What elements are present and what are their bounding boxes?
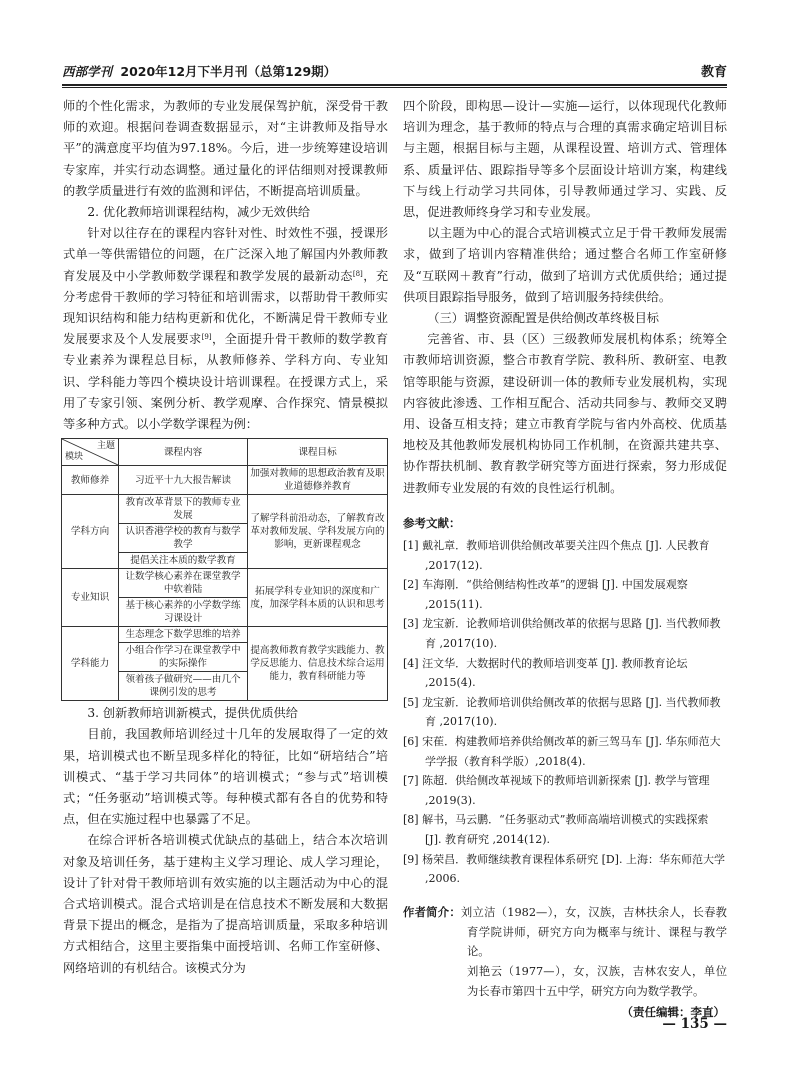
table-row [62,466,388,495]
reference-item: [4] 汪文华．大数据时代的教师培训变革 [J]. 教师教育论坛 ,2015(4). [403,656,688,690]
paragraph [63,223,388,435]
content-cell: 领着孩子做研究——由几个课例引发的思考 [119,672,248,701]
content-cell: 习近平十九大报告解读 [119,466,248,495]
text-run: ，全面提升骨干教师的数学教育专业素养为课程总目标，从教师修养、学科方向、专业知识、学科能力等四个模块设计培训课程。在授课方式上，采用了专家引领、案例分析、教学观摩、合作探究、情景模拟等多种方式。以小学数学课程为例： [63,332,389,432]
reference-item: [5] 龙宝新．论教师培训供给侧改革的依据与思路 [J]. 当代教师教育 ,2017(10). [403,695,721,729]
citation: [8] [352,269,363,278]
author-entry: 刘艳云（1977—），女，汉族，吉林农安人，单位为长春市第四十五中学，研究方向为数学教学。 [467,965,727,998]
goal-cell: 了解学科前沿动态，了解教育改革对教师发展、学科发展方向的影响，更新课程观念 [248,495,388,569]
column-header: 课程内容 [119,439,248,466]
responsible-editor: （责任编辑：李直） [621,1004,725,1019]
reference-item: [9] 杨荣昌．教师继续教育课程体系研究 [D]. 上海：华东师范大学 ,2006. [403,852,725,886]
content-cell: 提倡关注本质的数学教育 [119,553,248,569]
section-name: 教育 [700,65,727,80]
right-column [403,96,727,1023]
header-rule-thick [62,84,727,86]
table-row [62,495,388,524]
running-header [62,60,727,82]
reference-item: [3] 龙宝新．论教师培训供给侧改革的依据与思路 [J]. 当代教师教育 ,2017(10). [403,617,721,651]
paragraph: 以主题为中心的混合式培训模式立足于骨干教师发展需求，做到了培训内容精准供给；通过整合名师工作室研修及“互联网＋教育”行动，做到了培训方式优质供给；通过提供项目跟踪指导服务，做到了培训服务持续供给。 [403,226,727,304]
goal-cell: 加强对教师的思想政治教育及职业道德修养教育 [248,466,388,495]
subheading: （三）调整资源配置是供给侧改革终极目标 [427,311,659,326]
references-heading: 参考文献： [403,515,461,530]
module-cell: 专业知识 [62,569,119,627]
reference-item: [7] 陈超．供给侧改革视域下的教师培训新探索 [J]. 教学与管理 ,2019(3). [403,774,710,807]
content-cell: 认识香港学校的教育与数学教学 [119,524,248,553]
corner-label-bottom: 模块 [65,452,84,463]
header-rule-thin [62,87,727,88]
subheading: 3. 创新教师培训新模式，提供优质供给 [87,706,298,721]
paragraph: 师的个性化需求，为教师的专业发展保驾护航，深受骨干教师的欢迎。根据问卷调查数据显示，对“主讲教师及指导水平”的满意度平均值为97.18%。今后，进一步统筹建设培训专家库，并实行动态调整。通过量化的评估细则对授课教师的教学质量进行有效的监测和评估，不断提高培训质量。 [63,99,388,198]
table-header-row [62,439,388,466]
journal-issue: 2020年12月下半月刊（总第129期） [120,64,337,79]
citation: [9] [201,333,212,342]
content-cell: 生态理念下数学思维的培养 [119,627,248,643]
module-cell: 学科能力 [62,627,119,701]
paragraph: 在综合评析各培训模式优缺点的基础上，结合本次培训对象及培训任务，基于建构主义学习理论、成人学习理论，设计了针对骨干教师培训有效实施的以主题活动为中心的混合式培训模式。混合式培训是在信息技术不断发展和大数据背景下提出的概念，是指为了提高培训质量，采取多种培训方式相结合，这里主要指集中面授培训、名师工作室研修、网络培训的有机结合。该模式分为 [63,833,388,975]
reference-item: [6] 宋萑．构建教师培养供给侧改革的新三驾马车 [J]. 华东师范大学学报（教育科学版）,2018(4). [403,735,721,768]
content-cell: 小组合作学习在课堂教学中的实际操作 [119,643,248,672]
goal-cell: 提高教师教育教学实践能力、教学反思能力、信息技术综合运用能力，教育科研能力等 [248,627,388,701]
journal-name: 西部学刊 [62,64,113,79]
paragraph: 完善省、市、县（区）三级教师发展机构体系；统筹全市教师培训资源，整合市教育学院、教科所、教研室、电教馆等职能与资源，建设研训一体的教师专业发展机构，实现内容彼此渗透、工作相互配合、活动共同参与、教师交叉聘用、设备互相支持；建立市教育学院与省内外高校、优质基地校及其他教师发展机构协同工作机制，在资源共建共享、协作帮扶机制、教育教学研究等方面进行探索，努力形成促进教师专业发展的有效的良性运行机制。 [403,332,727,495]
text-run: ，充分考虑骨干教师的学习特征和培训需求，以帮助骨干教师实现知识结构和能力结构更新和优化，不断满足骨干教师专业发展要求及个人发展要求 [63,268,389,347]
subheading: 2. 优化教师培训课程结构，减少无效供给 [87,205,311,220]
author-label: 作者简介： [403,905,461,919]
author-info [403,903,727,1002]
header-journal-info [62,62,336,80]
left-column [63,96,388,979]
module-cell: 学科方向 [62,495,119,569]
content-cell: 教育改革背景下的教师专业发展 [119,495,248,524]
table-corner-cell [62,439,119,466]
table-row [62,569,388,598]
curriculum-table [61,438,388,701]
text-run: 针对以往存在的课程内容针对性、时效性不强，授课形式单一等供需错位的问题，在广泛深入地了解国内外教师教育发展及中小学教师数学课程和教学发展的最新动态 [63,226,388,283]
reference-item: [8] 解书，马云鹏．“任务驱动式”教师高端培训模式的实践探索 [J]. 教育研究 ,2014(12). [403,813,709,846]
author-entry [403,903,727,962]
reference-item: [1] 戴礼章．教师培训供给侧改革要关注四个焦点 [J]. 人民教育 ,2017(12). [403,539,710,572]
content-cell: 让数学核心素养在课堂教学中软着陆 [119,569,248,598]
table-row [62,627,388,643]
corner-label-top: 主题 [96,441,115,452]
paragraph: 目前，我国教师培训经过十几年的发展取得了一定的效果，培训模式也不断呈现多样化的特征，比如“研培结合”培训模式、“基于学习共同体”的培训模式；“参与式”培训模式；“任务驱动”培训模式等。每种模式都有各自的优势和特点，但在实施过程中也暴露了不足。 [63,727,388,827]
module-cell: 教师修养 [62,466,119,495]
references-list [403,536,727,889]
column-header: 课程目标 [248,439,388,466]
content-cell: 基于核心素养的小学数学练习课设计 [119,598,248,627]
reference-item: [2] 车海刚．“供给侧结构性改革”的逻辑 [J]. 中国发展观察 ,2015(11). [403,578,688,611]
page-number: — 135 — [662,1016,727,1032]
paragraph: 四个阶段，即构思—设计—实施—运行，以体现现代化教师培训为理念，基于教师的特点与合理的真需求确定培训目标与主题，根据目标与主题，从课程设置、培训方式、管理体系、质量评估、跟踪指导等多个层面设计培训方案，构建线下与线上行动学习共同体，引导教师通过学习、实践、反思，促进教师终身学习和专业发展。 [403,99,727,220]
goal-cell: 拓展学科专业知识的深度和广度，加深学科本质的认识和思考 [248,569,388,627]
author-text: 刘立洁（1982—），女，汉族，吉林扶余人，长春教育学院讲师，研究方向为概率与统计、课程与教学论。 [460,905,727,959]
